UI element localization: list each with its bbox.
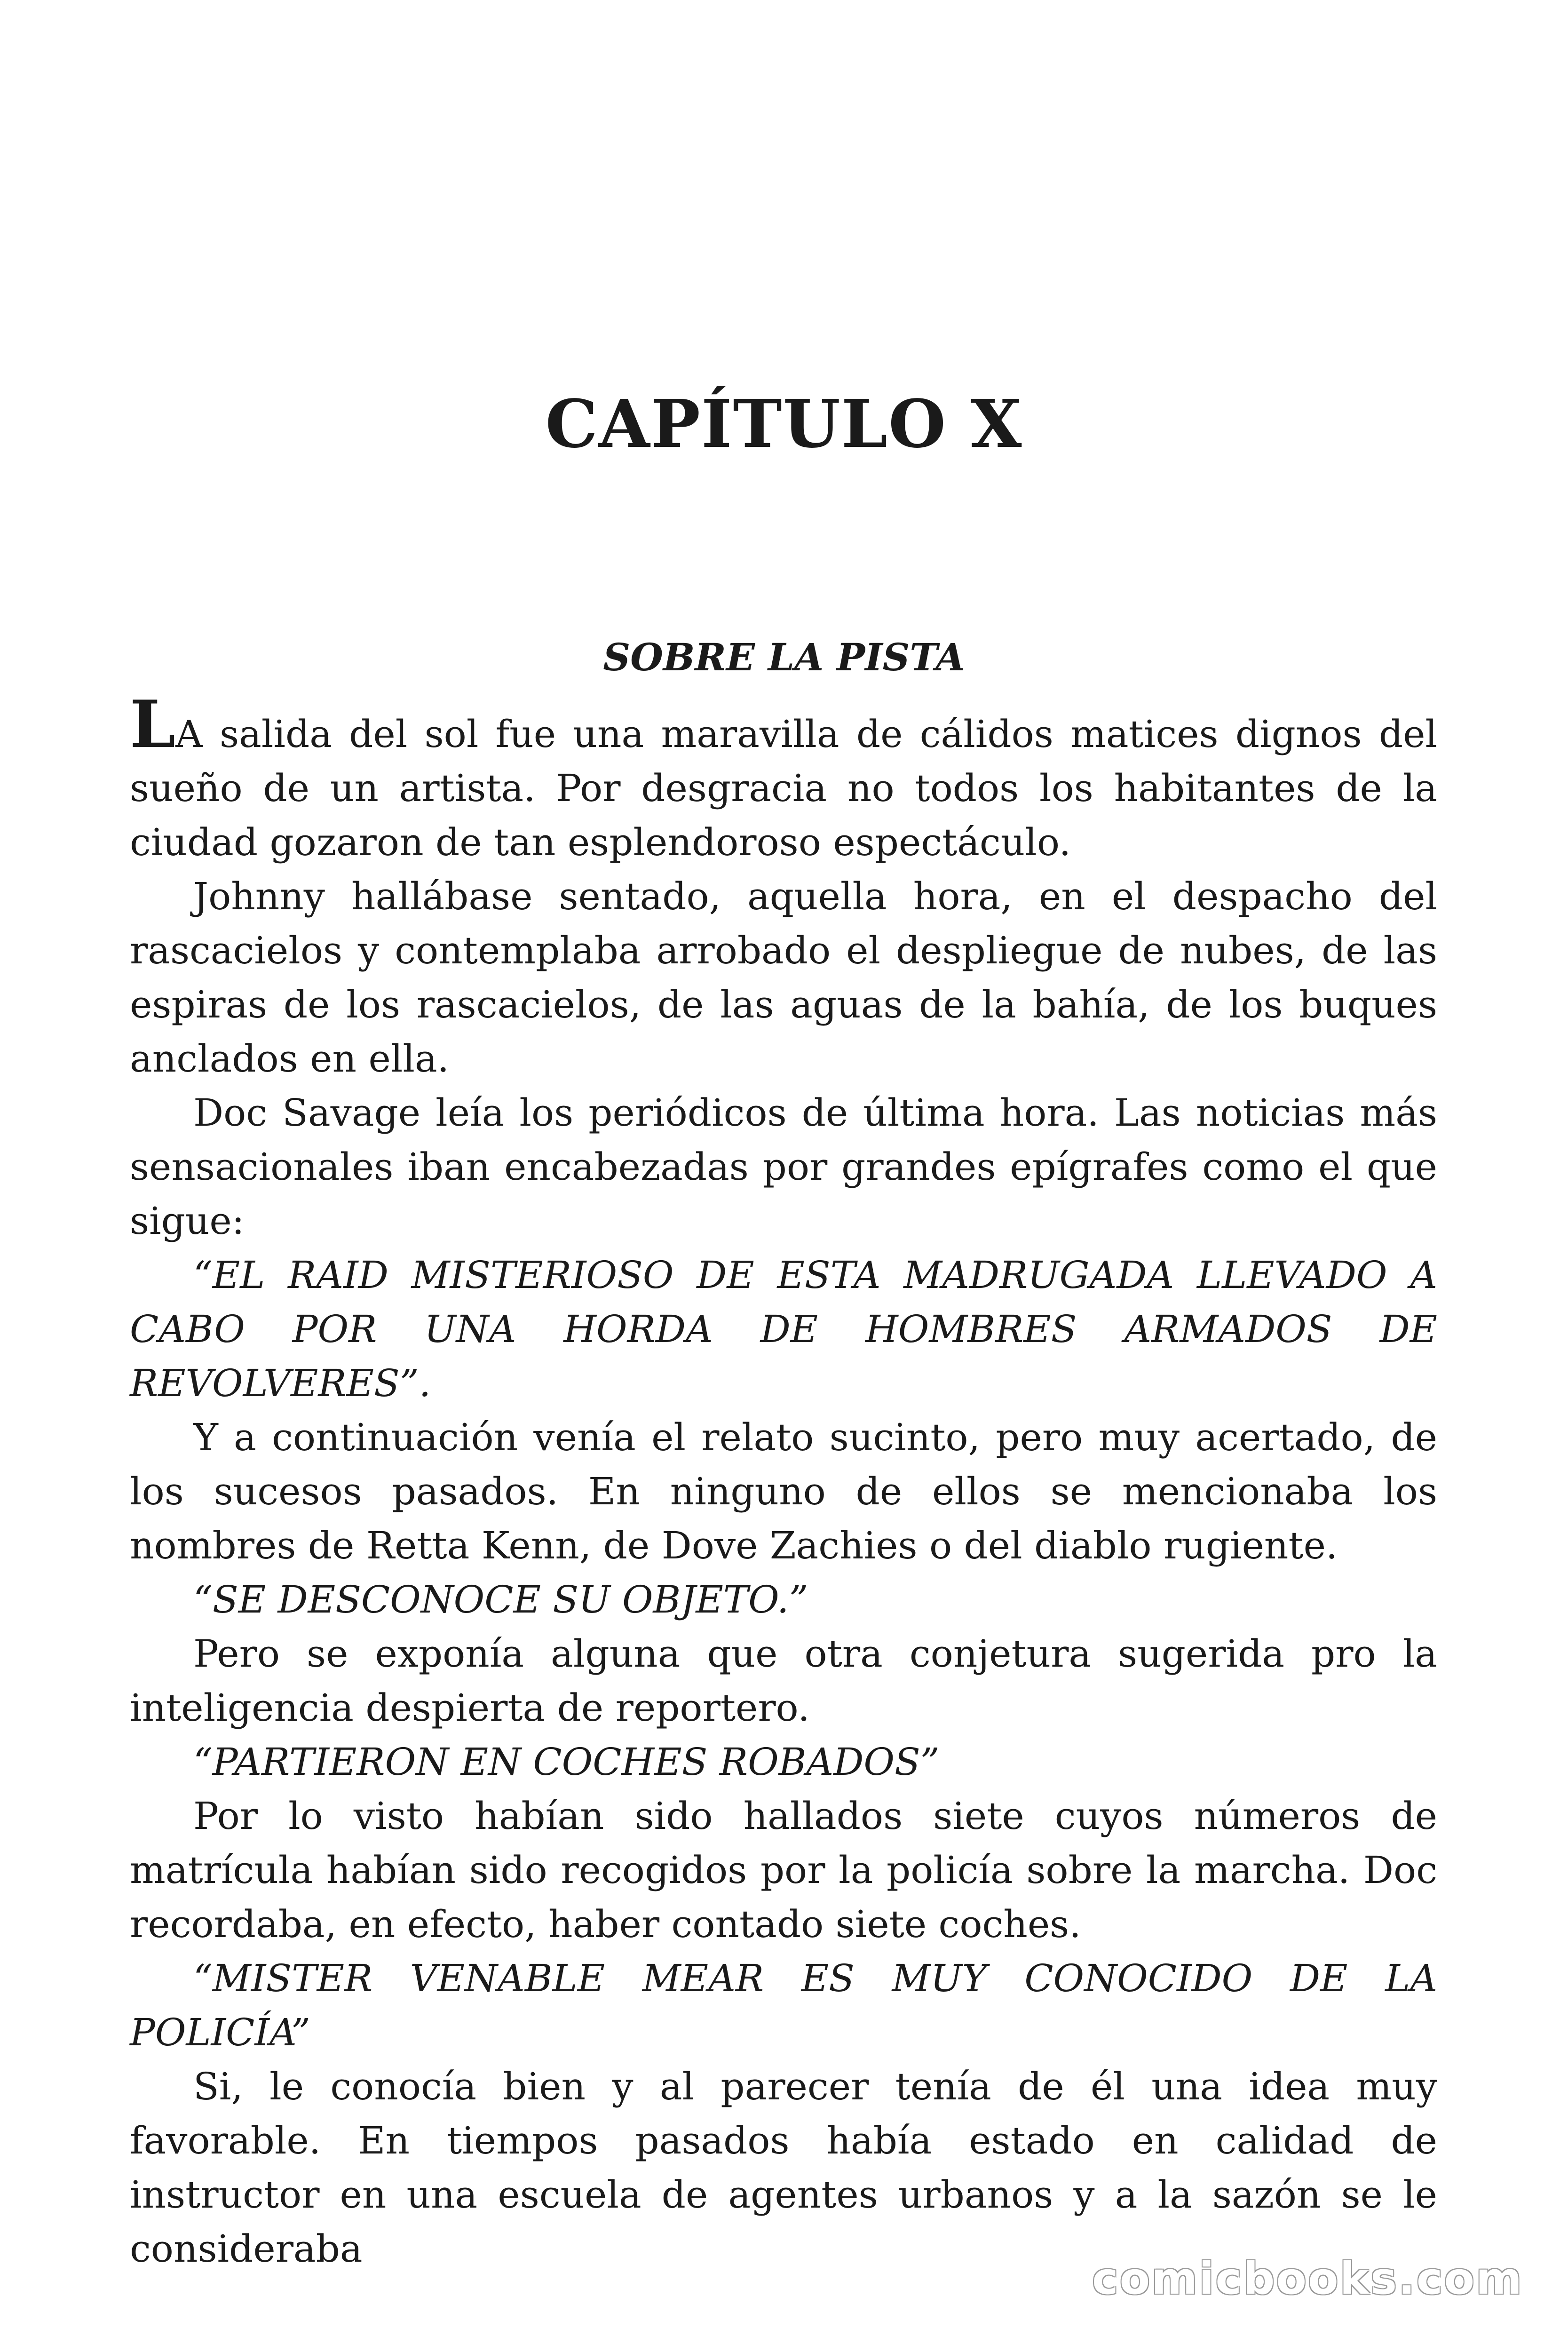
paragraph-text: A salida del sol fue una maravilla de cálidos matices dignos del sueño de un artista. Por desgracia no todos los habitantes de la ciudad gozaron de tan esplendoroso espectáculo.	[130, 712, 1437, 864]
chapter-title: CAPÍTULO X	[545, 386, 1023, 463]
headline-quote-3: “PARTIERON EN COCHES ROBADOS”	[193, 1740, 940, 1784]
paragraph-7: Pero se exponía alguna que otra conjetura sugerida pro la inteligencia despierta de reportero.	[130, 1632, 1437, 1730]
chapter-subtitle: SOBRE LA PISTA	[603, 635, 965, 679]
drop-cap: L	[130, 686, 176, 763]
paragraph-9: Por lo visto habían sido hallados siete cuyos números de matrícula habían sido recogidos por la policía sobre la marcha. Doc recordaba, en efecto, haber contado siete coches.	[130, 1794, 1437, 1946]
body-text	[130, 686, 1437, 2276]
headline-quote-1: “EL RAID MISTERIOSO DE ESTA MADRUGADA LLEVADO A CABO POR UNA HORDA DE HOMBRES ARMADOS DE REVOLVERES”.	[130, 1253, 1437, 1405]
paragraph-11: Si, le conocía bien y al parecer tenía de él una idea muy favorable. En tiempos pasados había estado en calidad de instructor en una escuela de agentes urbanos y a la sazón se le consideraba	[130, 2065, 1437, 2271]
paragraph-1	[130, 686, 1437, 869]
paragraph-5: Y a continuación venía el relato sucinto, pero muy acertado, de los sucesos pasados. En ninguno de ellos se mencionaba los nombres de Retta Kenn, de Dove Zachies o del diablo rugiente.	[130, 1415, 1437, 1567]
watermark-logo: comicbooks.com	[1092, 2253, 1523, 2304]
paragraph-3: Doc Savage leía los periódicos de última hora. Las noticias más sensacionales iban encabezadas por grandes epígrafes como el que sigue:	[130, 1091, 1437, 1243]
headline-quote-4: “MISTER VENABLE MEAR ES MUY CONOCIDO DE LA POLICÍA”	[130, 1956, 1437, 2054]
headline-quote-2: “SE DESCONOCE SU OBJETO.”	[193, 1578, 808, 1621]
paragraph-2: Johnny hallábase sentado, aquella hora, en el despacho del rascacielos y contemplaba arrobado el despliegue de nubes, de las espiras de los rascacielos, de las aguas de la bahía, de los buques anclados en ella.	[130, 874, 1437, 1081]
